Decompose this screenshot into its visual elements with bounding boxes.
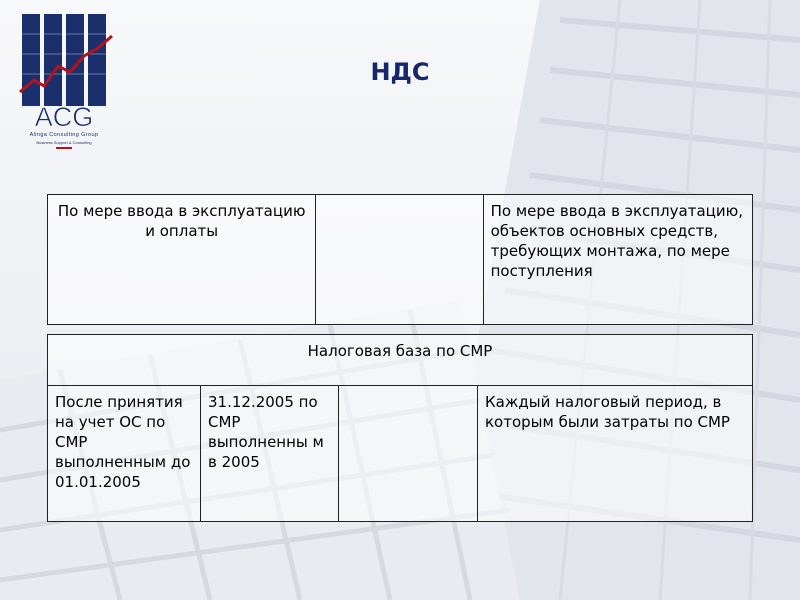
logo-mark-icon xyxy=(18,14,114,132)
table-cell: По мере ввода в эксплуатацию и оплаты xyxy=(48,195,316,325)
table-header-cell: Налоговая база по СМР xyxy=(48,335,753,386)
table-cell-empty xyxy=(316,195,483,325)
timing-table-top xyxy=(47,194,753,325)
logo-wordmark: Alinga Consulting Group xyxy=(29,132,99,138)
table-row xyxy=(48,195,753,325)
table-cell: После принятия на учет ОС по СМР выполненным до 01.01.2005 xyxy=(48,386,201,522)
table-header-row xyxy=(48,335,753,386)
logo-accent-bar xyxy=(56,147,72,149)
company-logo xyxy=(18,14,114,154)
table-cell: По мере ввода в эксплуатацию, объектов основных средств, требующих монтажа, по мере поступления xyxy=(483,195,752,325)
table-cell-empty xyxy=(339,386,478,522)
smr-tax-base-table xyxy=(47,334,753,522)
logo-abbr: ACG xyxy=(34,102,94,132)
table-cell: Каждый налоговый период, в которым были затраты по СМР xyxy=(478,386,753,522)
logo-tagline: Business Support & Consulting xyxy=(36,140,92,145)
table-cell: 31.12.2005 по СМР выполненны м в 2005 xyxy=(201,386,339,522)
slide-title: НДС xyxy=(370,58,430,86)
table-row xyxy=(48,386,753,522)
